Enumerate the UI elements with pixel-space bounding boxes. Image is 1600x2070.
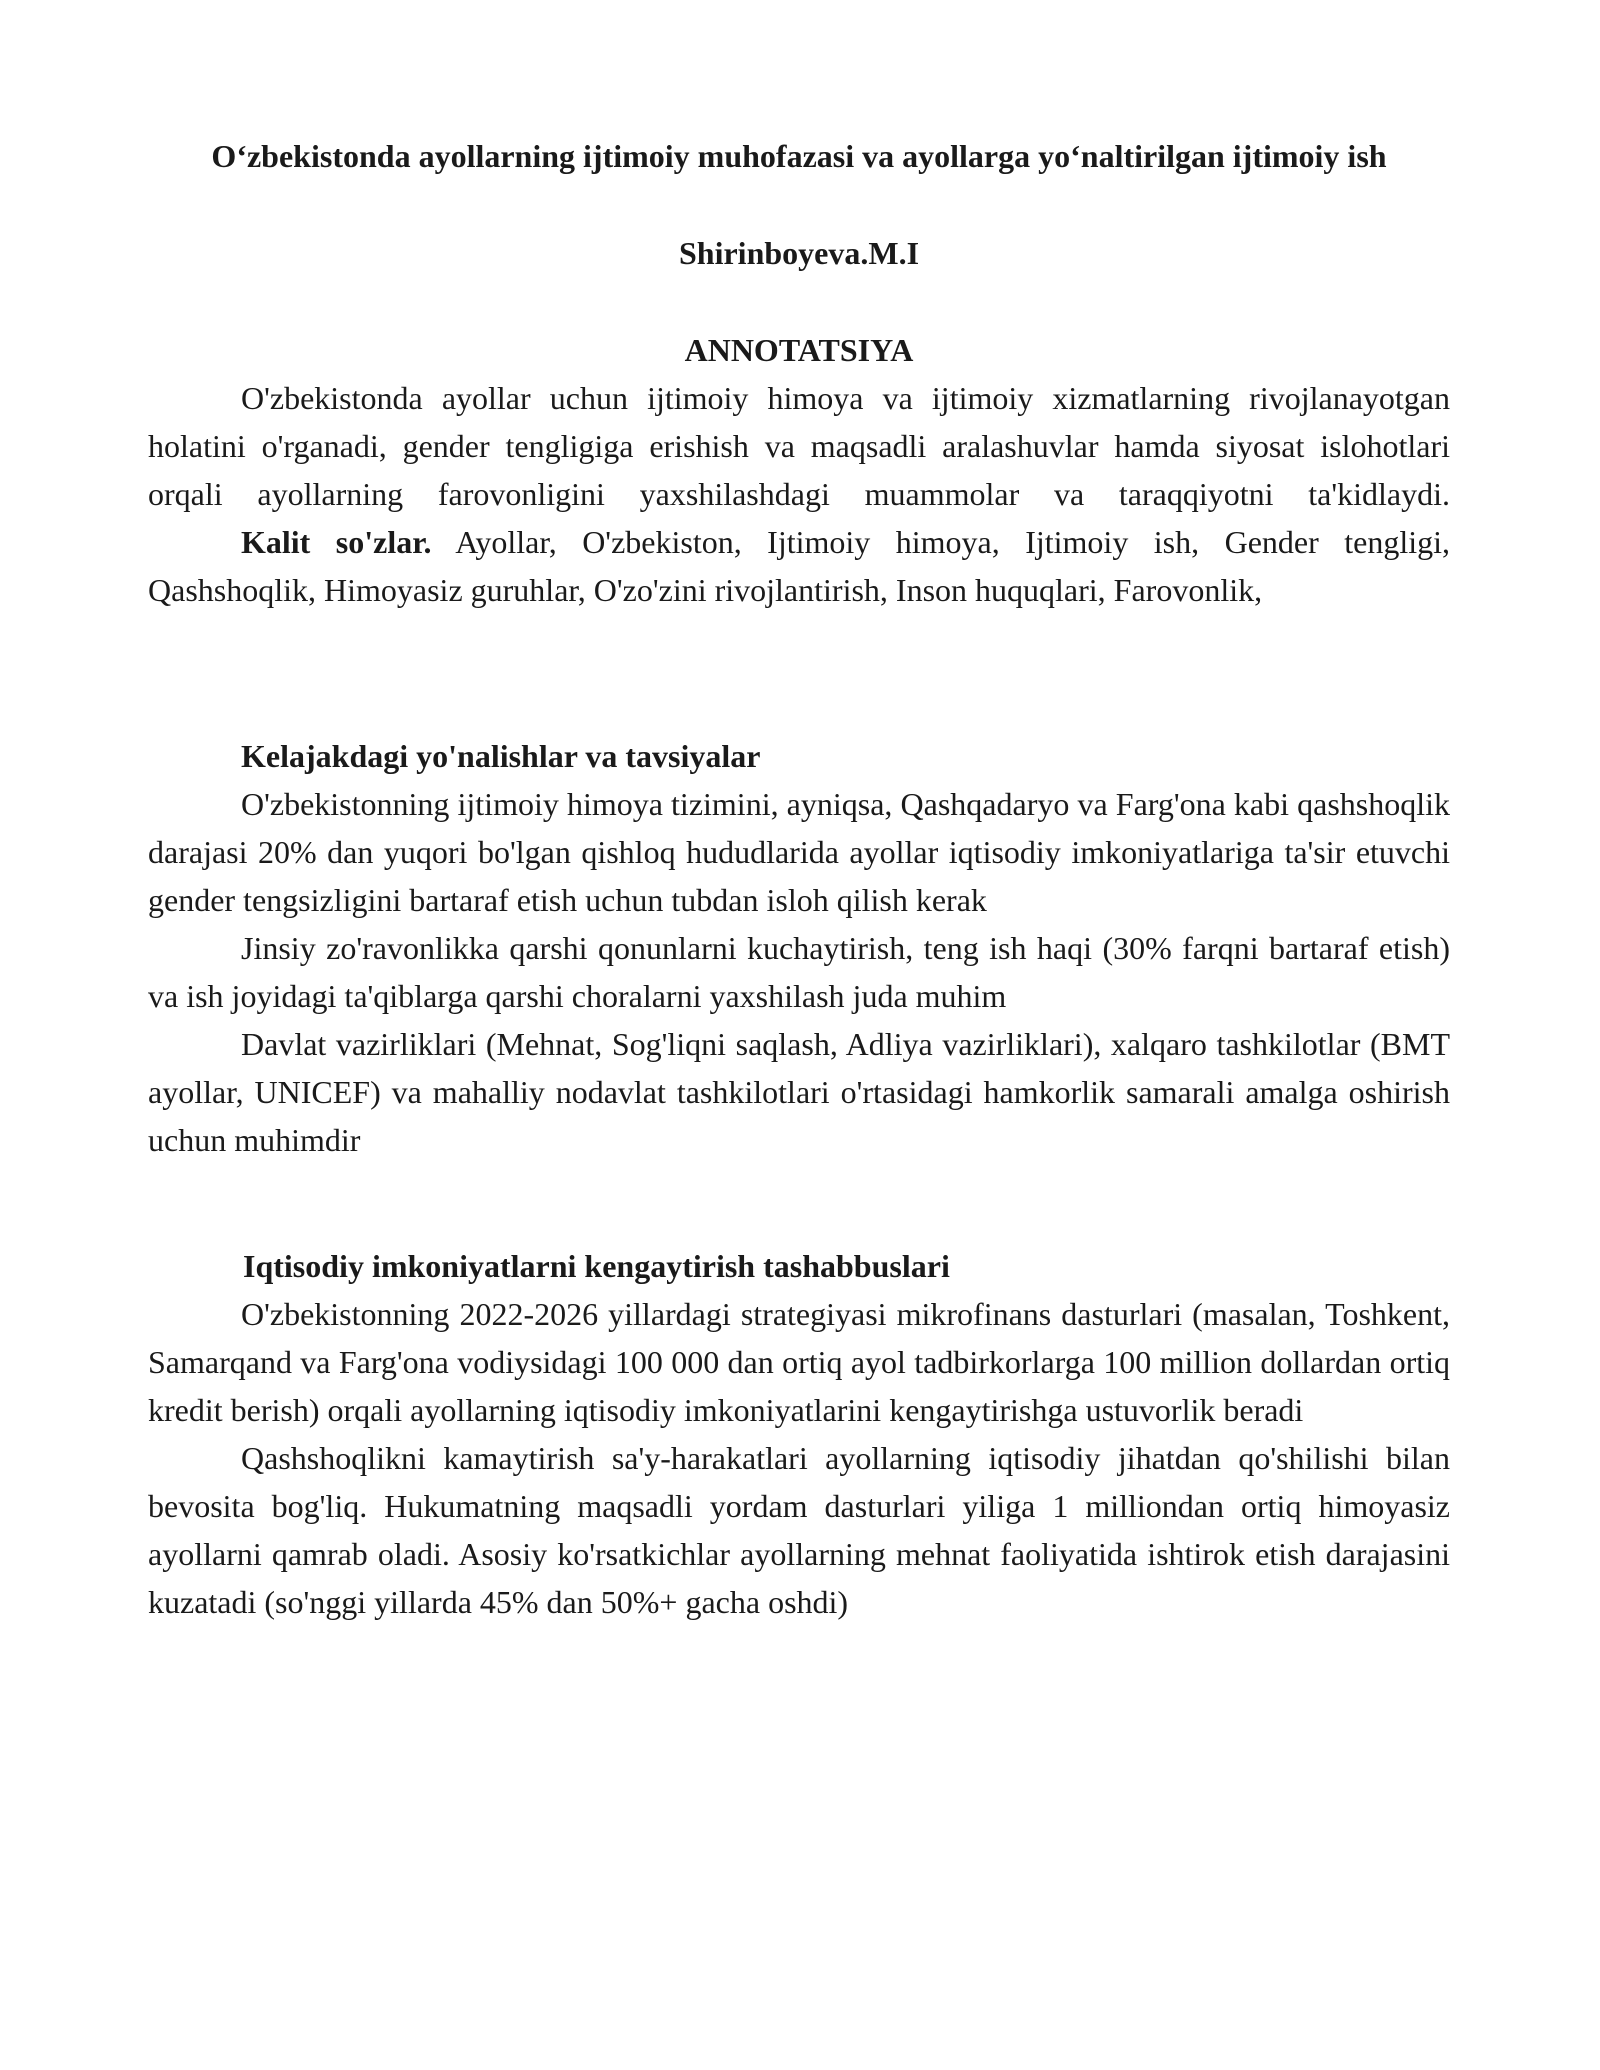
author-name: Shirinboyeva.M.I xyxy=(678,235,920,271)
document-title: O‘zbekistonda ayollarning ijtimoiy muhofazasi va ayollarga yo‘naltirilgan ijtimoiy ish xyxy=(211,138,1387,174)
keywords-label: Kalit so'zlar. xyxy=(241,524,432,560)
section-1-paragraph-2: Jinsiy zo'ravonlikka qarshi qonunlarni kuchaytirish, teng ish haqi (30% farqni bartaraf etish) va ish joyidagi ta'qiblarga qarshi choralarni yaxshilash juda muhim xyxy=(148,930,1450,1014)
section-2-paragraph-1: O'zbekistonning 2022-2026 yillardagi strategiyasi mikrofinans dasturlari (masalan, Toshkent, Samarqand va Farg'ona vodiysidagi 100 000 dan ortiq ayol tadbirkorlarga 100 million dollardan ortiq kredit berish) orqali ayollarning iqtisodiy imkoniyatlarini kengaytirishga ustuvorlik beradi xyxy=(148,1296,1450,1428)
section-heading-future-directions: Kelajakdagi yo'nalishlar va tavsiyalar xyxy=(241,738,761,774)
section-heading-economic-initiatives: Iqtisodiy imkoniyatlarni kengaytirish tashabbuslari xyxy=(243,1248,950,1284)
keywords-text: Ayollar, O'zbekiston, Ijtimoiy himoya, Ijtimoiy ish, Gender tengligi, Qashshoqlik, Himoyasiz guruhlar, O'zo'zini rivojlantirish, Inson huquqlari, Farovonlik, xyxy=(148,524,1451,608)
section-2-paragraph-2: Qashshoqlikni kamaytirish sa'y-harakatlari ayollarning iqtisodiy jihatdan qo'shilishi bilan bevosita bog'liq. Hukumatning maqsadli yordam dasturlari yiliga 1 milliondan ortiq himoyasiz ayollarni qamrab oladi. Asosiy ko'rsatkichlar ayollarning mehnat faoliyatida ishtirok etish darajasini kuzatadi (so'nggi yillarda 45% dan 50%+ gacha oshdi) xyxy=(148,1440,1450,1620)
document-page xyxy=(148,120,1450,1626)
annotation-heading: ANNOTATSIYA xyxy=(684,332,914,368)
keywords-paragraph xyxy=(148,518,1450,614)
section-1-paragraph-1: O'zbekistonning ijtimoiy himoya tizimini, ayniqsa, Qashqadaryo va Farg'ona kabi qashshoqlik darajasi 20% dan yuqori bo'lgan qishloq hududlarida ayollar iqtisodiy imkoniyatlariga ta'sir etuvchi gender tengsizligini bartaraf etish uchun tubdan isloh qilish kerak xyxy=(148,786,1450,918)
annotation-text: O'zbekistonda ayollar uchun ijtimoiy himoya va ijtimoiy xizmatlarning rivojlanayotgan holatini o'rganadi, gender tengligiga erishish va maqsadli aralashuvlar hamda siyosat islohotlari orqali ayollarning farovonligini yaxshilashdagi muammolar va taraqqiyotni ta'kidlaydi. xyxy=(148,380,1450,512)
section-1-paragraph-3: Davlat vazirliklari (Mehnat, Sog'liqni saqlash, Adliya vazirliklari), xalqaro tashkilotlar (BMT ayollar, UNICEF) va mahalliy nodavlat tashkilotlari o'rtasidagi hamkorlik samarali amalga oshirish uchun muhimdir xyxy=(148,1026,1450,1158)
